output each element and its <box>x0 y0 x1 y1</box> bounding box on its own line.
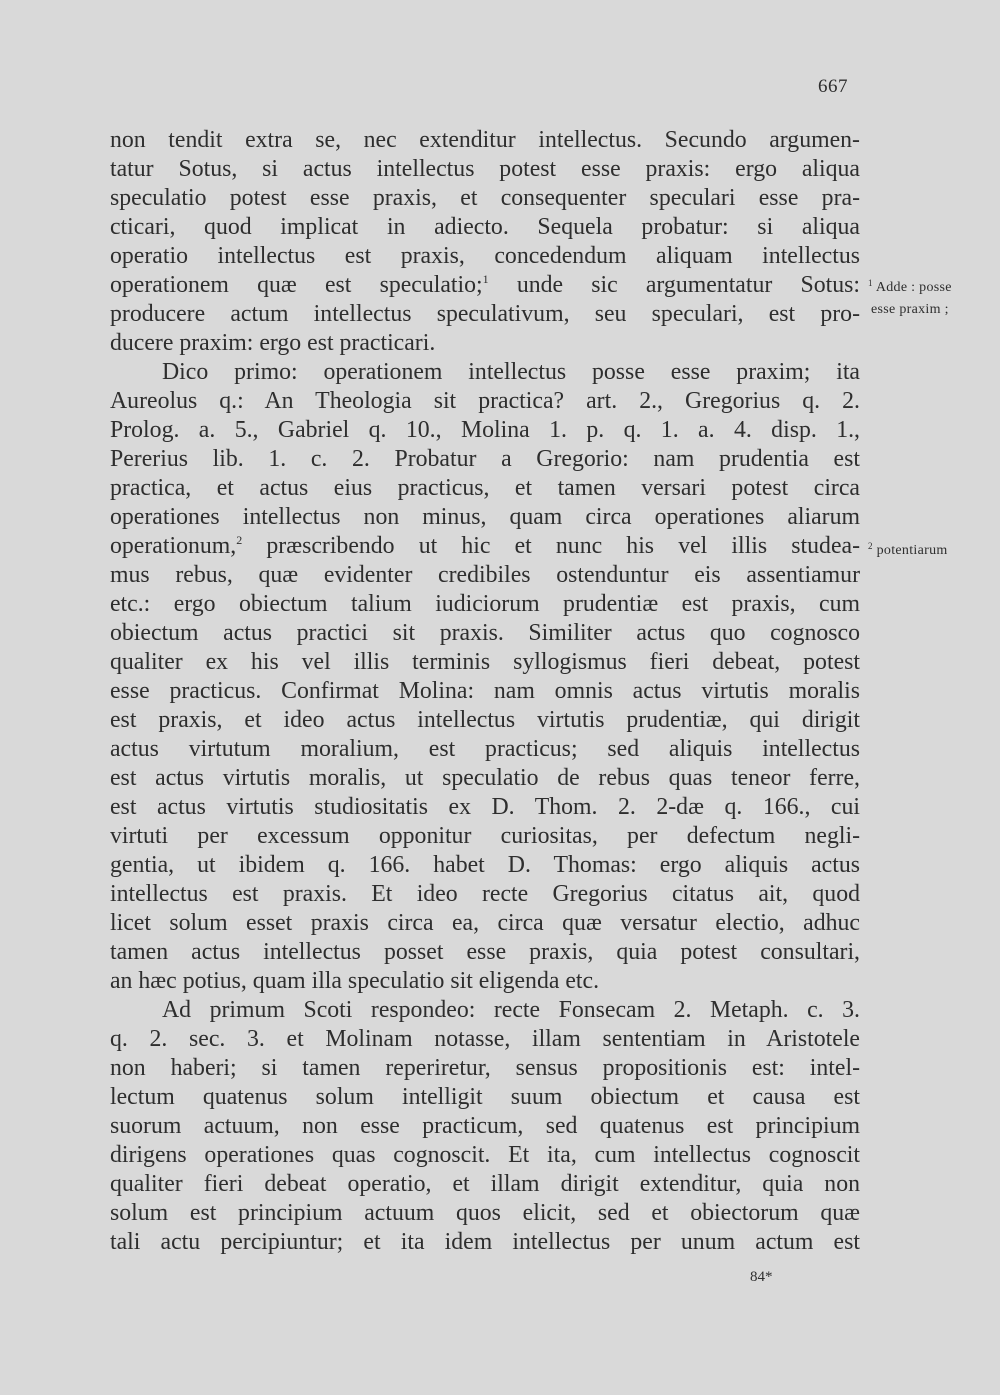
text-line: est actus virtutis moralis, ut speculatio de rebus quas teneor ferre, <box>110 765 860 791</box>
text-line: speculatio potest esse praxis, et consequenter speculari esse pra- <box>110 185 860 211</box>
text-line: obiectum actus practici sit praxis. Similiter actus quo cognosco <box>110 620 860 646</box>
text-line: operatio intellectus est praxis, concedendum aliquam intellectus <box>110 243 860 269</box>
text-line: q. 2. sec. 3. et Molinam notasse, illam sententiam in Aristotele <box>110 1026 860 1052</box>
text-line: etc.: ergo obiectum talium iudiciorum prudentiæ est praxis, cum <box>110 591 860 617</box>
paragraph-start-line: Dico primo: operationem intellectus posse esse praxim; ita <box>162 359 860 385</box>
text-line: cticari, quod implicat in adiecto. Sequela probatur: si aliqua <box>110 214 860 240</box>
footnote-marker: 2 <box>868 541 873 551</box>
text-line: tatur Sotus, si actus intellectus potest esse praxis: ergo aliqua <box>110 156 860 182</box>
margin-note-2 <box>868 540 948 562</box>
text-line: dirigens operationes quas cognoscit. Et ita, cum intellectus cognoscit <box>110 1142 860 1168</box>
paragraph-start-line: Ad primum Scoti respondeo: recte Fonsecam 2. Metaph. c. 3. <box>162 997 860 1023</box>
text-line: operationem quæ est speculatio;$^1$ unde sic argumentatur Sotus: <box>110 272 860 298</box>
text-line: producere actum intellectus speculativum, seu speculari, est pro- <box>110 301 860 327</box>
text-line: practica, et actus eius practicus, et tamen versari potest circa <box>110 475 860 501</box>
footnote-marker: 1 <box>868 278 873 288</box>
text-line: Prolog. a. 5., Gabriel q. 10., Molina 1. p. q. 1. a. 4. disp. 1., <box>110 417 860 443</box>
text-line: operationum,$^2$ præscribendo ut hic et nunc his vel illis studea- <box>110 533 860 559</box>
text-line: est praxis, et ideo actus intellectus virtutis prudentiæ, qui dirigit <box>110 707 860 733</box>
body-text <box>110 126 860 1257</box>
text-line: est actus virtutis studiositatis ex D. Thom. 2. 2-dæ q. 166., cui <box>110 794 860 820</box>
text-line: gentia, ut ibidem q. 166. habet D. Thomas: ergo aliquis actus <box>110 852 860 878</box>
text-line: tamen actus intellectus posset esse praxis, quia potest consultari, <box>110 939 860 965</box>
margin-note-1 <box>868 277 952 321</box>
text-line: virtuti per excessum opponitur curiositas, per defectum negli- <box>110 823 860 849</box>
margin-note-2-text: potentiarum <box>876 543 948 558</box>
text-line: mus rebus, quæ evidenter credibiles ostenduntur eis assentiamur <box>110 562 860 588</box>
text-line: non tendit extra se, nec extenditur intellectus. Secundo argumen- <box>110 127 860 153</box>
text-line: qualiter fieri debeat operatio, et illam dirigit extenditur, quia non <box>110 1171 860 1197</box>
page-number: 667 <box>818 76 848 97</box>
text-line: qualiter ex his vel illis terminis syllogismus fieri debeat, potest <box>110 649 860 675</box>
text-line: an hæc potius, quam illa speculatio sit eligenda etc. <box>110 968 600 994</box>
text-line: licet solum esset praxis circa ea, circa quæ versatur electio, adhuc <box>110 910 860 936</box>
text-line: non haberi; si tamen reperiretur, sensus propositionis est: intel- <box>110 1055 860 1081</box>
text-line: lectum quatenus solum intelligit suum obiectum et causa est <box>110 1084 860 1110</box>
text-line: suorum actuum, non esse practicum, sed quatenus est principium <box>110 1113 860 1139</box>
text-line: esse practicus. Confirmat Molina: nam omnis actus virtutis moralis <box>110 678 860 704</box>
margin-note-1-line1: Adde : posse <box>875 280 952 295</box>
text-line: Pererius lib. 1. c. 2. Probatur a Gregorio: nam prudentia est <box>110 446 860 472</box>
text-line: solum est principium actuum quos elicit, sed et obiectorum quæ <box>110 1200 860 1226</box>
signature-mark: 84* <box>750 1269 773 1285</box>
footnote-ref: 2 <box>236 533 243 547</box>
text-line: Aureolus q.: An Theologia sit practica? art. 2., Gregorius q. 2. <box>110 388 860 414</box>
text-line: actus virtutum moralium, est practicus; sed aliquis intellectus <box>110 736 860 762</box>
margin-note-1-line2: esse praxim ; <box>871 302 949 317</box>
text-line: ducere praxim: ergo est practicari. <box>110 330 436 356</box>
footnote-ref: 1 <box>482 272 489 286</box>
text-line: intellectus est praxis. Et ideo recte Gregorius citatus ait, quod <box>110 881 860 907</box>
text-line: operationes intellectus non minus, quam circa operationes aliarum <box>110 504 860 530</box>
text-line: tali actu percipiuntur; et ita idem intellectus per unum actum est <box>110 1229 860 1255</box>
